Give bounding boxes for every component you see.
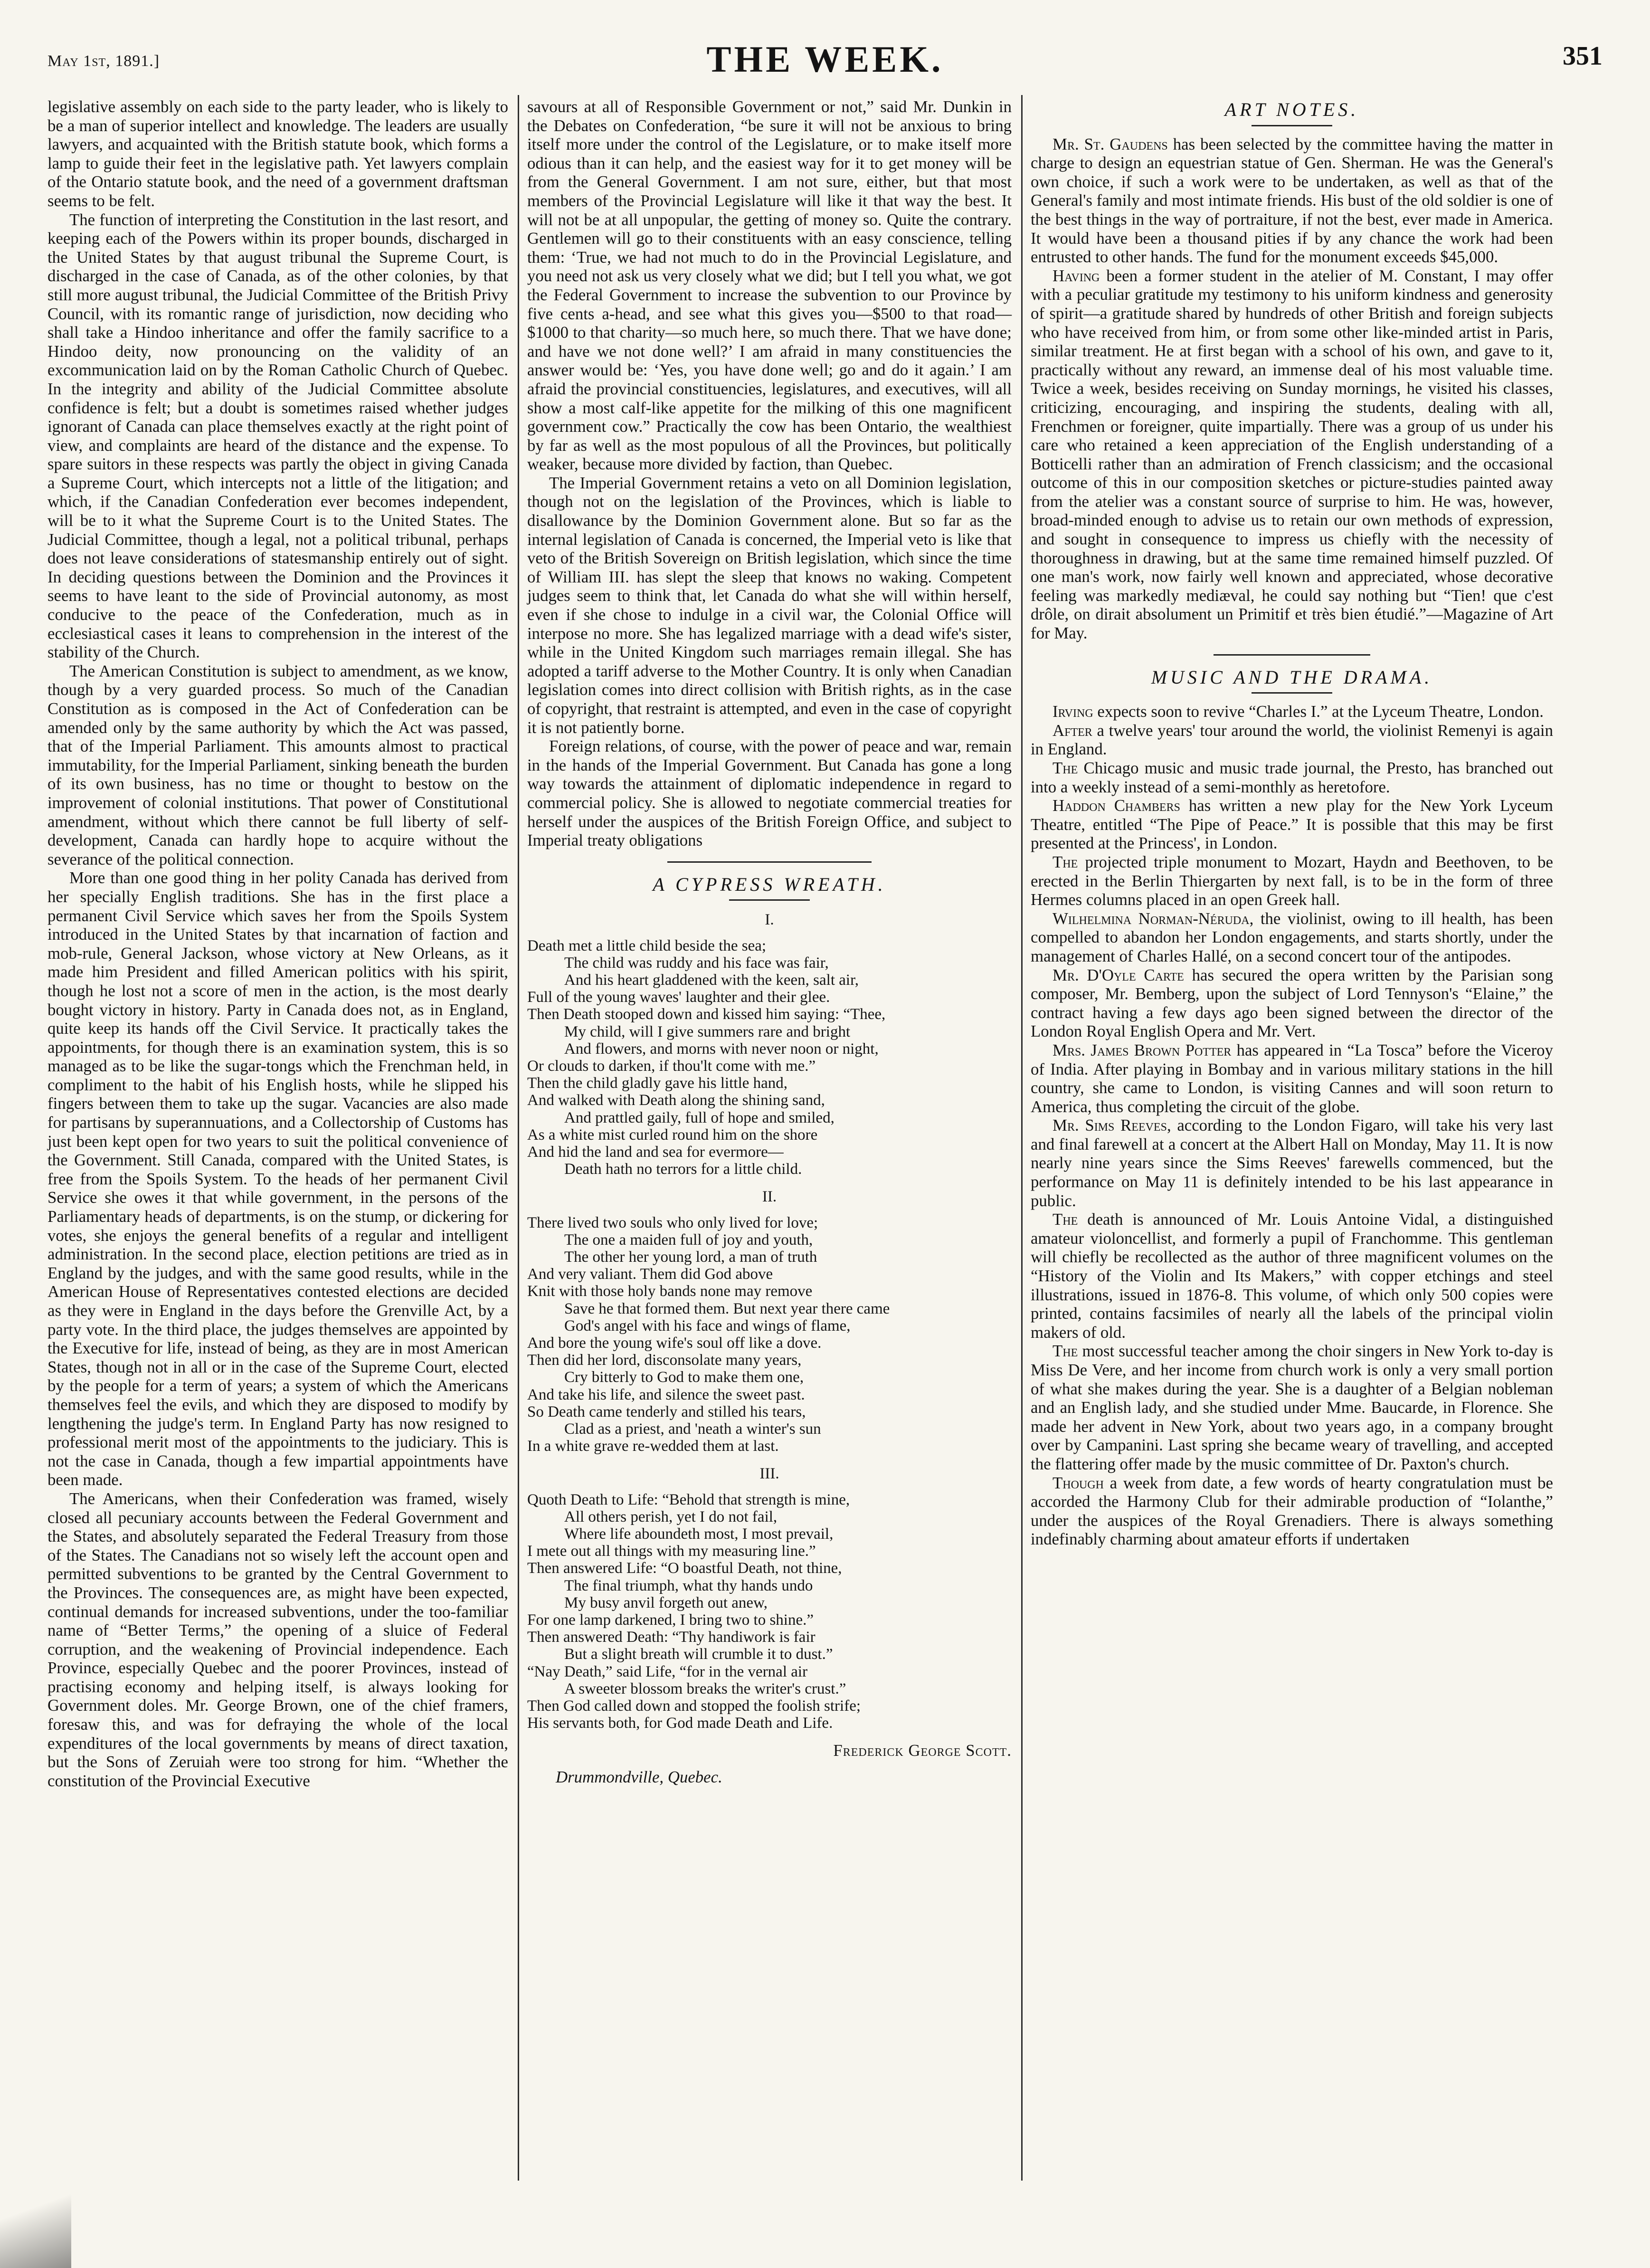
section-heading-art-notes: ART NOTES.	[1224, 99, 1359, 120]
stanza	[527, 1214, 1012, 1455]
stanza-number: I.	[765, 911, 774, 929]
section-heading-music-drama: MUSIC AND THE DRAMA.	[1151, 666, 1433, 688]
poem-line: Save he that formed them. But next year there came	[564, 1300, 890, 1317]
note-lead: Mr. Sims Reeves	[1053, 1116, 1167, 1135]
note-text: , the violinist, owing to ill health, has been compelled to abandon her London engagements, and starts shortly, under the management of Charles Hallé, on a second concert tour of the antipodes.	[1031, 909, 1553, 965]
note-lead: After	[1053, 721, 1092, 740]
section-rule	[667, 861, 872, 863]
poem-line: My busy anvil forgeth out anew,	[564, 1594, 768, 1611]
poem-line: The child was ruddy and his face was fair,	[564, 954, 829, 972]
masthead	[47, 33, 1603, 90]
poem-line: The other her young lord, a man of truth	[564, 1248, 817, 1266]
stanza	[527, 1491, 1012, 1732]
poem-line: Then Death stooped down and kissed him saying: “Thee,	[527, 1006, 886, 1023]
poem-line: And walked with Death along the shining sand,	[527, 1092, 825, 1109]
page-shadow	[0, 2159, 71, 2268]
note-paragraph	[1031, 135, 1553, 267]
poem-line: And take his life, and silence the sweet past.	[527, 1386, 805, 1403]
poem-line: I mete out all things with my measuring line.”	[527, 1543, 816, 1560]
note-paragraph	[1031, 853, 1553, 909]
poem-line: God's angel with his face and wings of flame,	[564, 1317, 851, 1334]
paragraph: The Imperial Government retains a veto on all Dominion legislation, though not on the legislation of the Provinces, which is liable to disallowance by the Dominion Government alone. But so far as the internal legislation of Canada is concerned, the Imperial veto is like that veto of the British Sovereign on British legislation, which since the time of William III. has slept the sleep that knows no waking. Competent judges seem to think that, let Canada do what she will within herself, even if she chose to indulge in a civil war, the Colonial Office will interpose no more. She has legalized marriage with a dead wife's sister, while in the United Kingdom such marriages remain illegal. She has adopted a tariff adverse to the Mother Country. It is only when Canadian legislation comes into direct collision with British rights, as in the case of copyright, that restraint is attempted, and even in the case of copyright it is not patiently borne.	[527, 473, 1012, 737]
heading-rule	[729, 899, 810, 901]
note-lead: The	[1053, 759, 1078, 777]
heading-rule	[1252, 692, 1332, 694]
poem-line: Then the child gladly gave his little hand,	[527, 1075, 788, 1092]
author-signature: Frederick George Scott.	[833, 1741, 1012, 1760]
note-lead: Mr. St. Gaudens	[1053, 134, 1168, 153]
poem-line: His servants both, for God made Death and Life.	[527, 1715, 833, 1732]
stanza-number: II.	[762, 1188, 777, 1206]
poem-title: A CYPRESS WREATH.	[653, 873, 886, 895]
poem-line: And hid the land and sea for evermore—	[527, 1143, 784, 1161]
poem-line: So Death came tenderly and stilled his tears,	[527, 1403, 806, 1420]
poem-line: Then did her lord, disconsolate many years,	[527, 1352, 802, 1369]
note-lead: Mrs. James Brown Potter	[1053, 1040, 1232, 1059]
art-notes	[1031, 135, 1553, 643]
poem-line: For one lamp darkened, I bring two to shine.”	[527, 1611, 814, 1629]
note-paragraph	[1031, 267, 1553, 643]
author-location: Drummondville, Quebec.	[556, 1768, 722, 1787]
note-text: a twelve years' tour around the world, the violinist Remenyi is again in England.	[1031, 721, 1553, 759]
poem-line: Quoth Death to Life: “Behold that strength is mine,	[527, 1491, 850, 1508]
paragraph: savours at all of Responsible Government or not,” said Mr. Dunkin in the Debates on Confederation, “be sure it will not be anxious to bring itself more under the control of the Legislature, or to make itself more odious than it can help, and the easiest way for it to get money will be from the General Government. I am not sure, either, but that most members of the Provincial Legislature will like it that way the best. It will not be at all unpopular, the getting of money so. Quite the contrary. Gentlemen will go to their constituents with an easy conscience, telling them: ‘True, we had not much to do in the Provincial Legislature, and you need not ask us very closely what we did; but I tell you what, we got the Federal Government to increase the subvention to our Province by five cents a-head, and see what this gives you—$500 to that road—$1000 to that charity—so much here, so much there. That we have done; and have we not done well?’ I am afraid in many constituencies the answer would be: ‘Yes, you have done well; go and do it again.’ I am afraid the provincial constituencies, legislatures, and executives, will all show a most calf-like appetite for the milking of this one magnificent government cow.” Practically the cow has been Ontario, the wealthiest by far as well as the most populous of all the Provinces, but politically weaker, because more divided by faction, than Quebec.	[527, 97, 1012, 474]
note-lead: Haddon Chambers	[1053, 796, 1180, 815]
note-text: has secured the opera written by the Parisian song composer, Mr. Bemberg, upon the subject of Lord Tennyson's “Elaine,” the contract having a few days ago been signed between the director of the London Royal English Opera and Mr. Vert.	[1031, 965, 1554, 1041]
note-lead: Mr. D'Oyle Carte	[1053, 965, 1184, 984]
paragraph: More than one good thing in her polity Canada has derived from her specially English traditions. She has in the first place a permanent Civil Service which saves her from the Spoils System introduced in the United States by that incarnation of faction and mob-rule, General Jackson, whose victory at New Orleans, as it made him President and filled American politics with his spirit, though he lost not a score of men in the action, is the most dearly bought victory in history. Party in Canada does not, as in England, quite keep its hands off the Civil Service. It practically takes the appointments, for though there is an examination system, this is so managed as to be like the sugar-tongs which the Frenchman held, in compliment to the habit of his English hosts, while he slipped his fingers between them to take up the sugar. Vacancies are also made for partisans by superannuations, and a Collectorship of Customs has just been kept open for two years to suit the political convenience of the Government. Still Canada, compared with the United States, is free from the Spoils System. To the heads of her permanent Civil Service she owes it that while government, in the persons of the Parliamentary heads of departments, is on the stump, or dickering for votes, she enjoys the general benefits of a regular and intelligent administration. In the second place, election petitions are tried as in England by the judges, and with the same good results, while in the American House of Representatives contested elections are decided as they were in England in the days before the Grenville Act, by a party vote. In the third place, the judges themselves are appointed by the Executive for life, instead of being, as they are in most American States, though not in all or in the case of the Supreme Court, elected by the people for a term of years; a system of which the Americans themselves feel the evils, and which they are disposed to modify by lengthening the judge's term. In England Party has now resigned to professional merit most of the appointments to the judiciary. This is not the case in Canada, though a few impartial appointments have been made.	[47, 868, 508, 1489]
poem-line: And very valiant. Them did God above	[527, 1266, 773, 1283]
poem-line: But a slight breath will crumble it to dust.”	[564, 1646, 833, 1663]
note-paragraph	[1031, 966, 1553, 1041]
poem-line: Death hath no terrors for a little child.	[564, 1161, 802, 1178]
note-paragraph	[1031, 796, 1553, 853]
stanza-number: III.	[759, 1465, 779, 1483]
note-text: been a former student in the atelier of M. Constant, I may offer with a peculiar gratitude my testimony to his uniform kindness and generosity of spirit—a gratitude shared by hundreds of other British and foreign subjects who have received from him, or from some other like-minded artist in Paris, similar treatment. He at first began with a school of his own, and gave to it, practically without any reward, an immense deal of his most valuable time. Twice a week, besides receiving on Sunday mornings, he visited his classes, criticizing, encouraging, and inspiring the students, dealing with all, Frenchmen or foreigner, quite impartially. There was a group of us under his care who retained a keen appreciation of the English understanding of a Botticelli rather than an admiration of French classicism; and the occasional outcome of this in our composition sketches or picture-studies painted away from the atelier was a constant source of surprise to him. He was, however, broad-minded enough to advise us to retain our own methods of expression, and sought in consequence to impress us chiefly with the necessity of thoroughness in drawing, but at the same time remained himself puzzled. Of one man's work, now fairly well known and appreciated, whose decorative feeling was markedly mediæval, he could say nothing but “Tien! que c'est drôle, on dirait absolument un Primitif et très bien étudié.”—Magazine of Art for May.	[1031, 266, 1553, 643]
poem-line: Knit with those holy bands none may remove	[527, 1283, 813, 1300]
note-paragraph	[1031, 1116, 1553, 1210]
issue-date: May 1st, 1891.]	[47, 52, 160, 70]
paragraph: The American Constitution is subject to amendment, as we know, though by a very guarded process. So much of the Canadian Constitution as is composed in the Act of Confederation can be amended only by the same authority by which the Act was passed, that of the Imperial Parliament. This amounts almost to practical immutability, for the Imperial Parliament, sinking beneath the burden of its own business, has no time or thought to bestow on the improvement of colonial institutions. That power of Constitutional amendment, without which there cannot be full liberty of self-development, Canada can hardly hope to acquire without the severance of the political connection.	[47, 661, 508, 868]
section-rule	[1214, 654, 1370, 656]
poem-line: “Nay Death,” said Life, “for in the vernal air	[527, 1663, 808, 1680]
column-2	[527, 97, 1012, 1787]
stanza	[527, 937, 1012, 1178]
note-text: has been selected by the committee having the matter in charge to design an equestrian statue of Gen. Sherman. He was the General's own choice, if such a work were to be undertaken, as well as that of the General's family and most intimate friends. His bust of the old soldier is one of the best things in the way of portraiture, if not the best, ever made in America. It would have been a thousand pities if by any chance the work had been entrusted to other hands. The fund for the monument exceeds $45,000.	[1031, 134, 1553, 267]
note-lead: Wilhelmina Norman-Néruda	[1053, 909, 1250, 928]
note-lead: Irving	[1053, 702, 1093, 721]
note-paragraph	[1031, 759, 1553, 796]
note-lead: Having	[1053, 266, 1100, 285]
note-lead: The	[1053, 1210, 1078, 1229]
note-paragraph	[1031, 702, 1553, 721]
paragraph: legislative assembly on each side to the party leader, who is likely to be a man of superior intellect and knowledge. The leaders are usually lawyers, and acquainted with the British statute book, which forms a lamp to guide their feet in the legislative path. Yet lawyers complain of the Ontario statute book, and the need of a government draftsman seems to be felt.	[47, 97, 508, 210]
poem-line: My child, will I give summers rare and bright	[564, 1023, 851, 1040]
poem-line: Clad as a priest, and 'neath a winter's sun	[564, 1420, 821, 1438]
note-lead: The	[1053, 852, 1078, 871]
paragraph: The Americans, when their Confederation was framed, wisely closed all pecuniary accounts between the Federal Government and the States, and absolutely separated the Federal Treasury from those of the States. The Canadians not so wisely left the account open and permitted subventions to be granted by the Central Government to the Provinces. The consequences are, as might have been expected, continual demands for increased subventions, under the too-familiar name of “Better Terms,” the opening of a sluice of Federal corruption, and the weakening of Provincial independence. Each Province, especially Quebec and the poorer Provinces, instead of practising economy and helping itself, is always looking for Government doles. Mr. George Brown, one of the chief framers, foresaw this, and was for defraying the whole of the local expenditures of the local governments by means of direct taxation, but the Sons of Zeruiah were too strong for him. “Whether the constitution of the Provincial Executive	[47, 1489, 508, 1790]
poem-line: As a white mist curled round him on the shore	[527, 1126, 818, 1144]
note-lead: The	[1053, 1342, 1078, 1361]
note-lead: Though	[1053, 1473, 1104, 1492]
poem-line: And bore the young wife's soul off like a dove.	[527, 1334, 822, 1352]
poem-line: Full of the young waves' laughter and their glee.	[527, 989, 830, 1006]
note-text: most successful teacher among the choir singers in New York to-day is Miss De Vere, and her income from church work is only a very small portion of what she makes during the year. She is a daughter of a Belgian nobleman and an English lady, and she studied under Mme. Baucarde, in Florence. She made her advent in New York, about two years ago, in a company brought over by Campanini. Last spring she became weary of travelling, and accepted the flattering offer made by the music committee of Dr. Paxton's church.	[1031, 1342, 1553, 1473]
note-text: a week from date, a few words of hearty congratulation must be accorded the Harmony Club for their admirable production of “Iolanthe,” under the auspices of the Royal Grenadiers. There is always something indefinably charming about amateur efforts if undertaken	[1031, 1473, 1553, 1549]
paragraph: The function of interpreting the Constitution in the last resort, and keeping each of the Powers within its proper bounds, discharged in the United States by that august tribunal the Supreme Court, is discharged in the case of Canada, as of the other colonies, by that still more august tribunal, the Judicial Committee of the British Privy Council, with its romantic range of jurisdiction, now deciding who shall take a Hindoo inheritance and offer the family sacrifice to a Hindoo deity, now pronouncing on the validity of an excommunication laid on by the Roman Catholic Church of Quebec. In the integrity and ability of the Judicial Committee absolute confidence is felt; but a doubt is sometimes raised whether judges ignorant of Canada can place themselves exactly at the right point of view, and complaints are heard of the distance and the expense. To spare suitors in these respects was partly the object in giving Canada a Supreme Court, which intercepts not a little of the litigation; and which, if the Canadian Confederation ever becomes independent, will be to it what the Supreme Court is to the United States. The Judicial Committee, though a legal, not a political tribunal, perhaps does not leave considerations of statesmanship entirely out of sight. In deciding questions between the Dominion and the Provinces it seems to have leant to the side of Provincial autonomy, as most conducive to the peace of the Confederation, much as in ecclesiastical cases it leans to comprehension in the interest of the stability of the Church.	[47, 210, 508, 662]
note-text: death is announced of Mr. Louis Antoine Vidal, a distinguished amateur violoncellist, and formerly a pupil of Franchomme. This gentleman will chiefly be recollected as the author of three magnificent volumes on the “History of the Violin and Its Makers,” with copper etchings and steel illustrations, issued in 1876-8. This volume, of which only 500 copies were printed, contains facsimiles of nearly all the labels of the principal violin makers of old.	[1031, 1210, 1553, 1342]
note-paragraph	[1031, 1342, 1553, 1473]
poem	[527, 911, 1012, 1732]
poem-line: And his heart gladdened with the keen, salt air,	[564, 971, 859, 989]
music-notes	[1031, 702, 1553, 1549]
poem-line: Then answered Death: “Thy handiwork is fair	[527, 1629, 816, 1646]
poem-line: The one a maiden full of joy and youth,	[564, 1231, 813, 1248]
note-text: Chicago music and music trade journal, the Presto, has branched out into a weekly instead of a semi-monthly as heretofore.	[1031, 759, 1553, 796]
note-paragraph	[1031, 1474, 1553, 1549]
column-3	[1031, 97, 1553, 1549]
poem-line: Death met a little child beside the sea;	[527, 937, 767, 954]
poem-line: In a white grave re-wedded them at last.	[527, 1438, 779, 1455]
poem-line: And flowers, and morns with never noon or night,	[564, 1040, 879, 1058]
poem-line: Or clouds to darken, if thou'lt come with me.”	[527, 1057, 816, 1075]
poem-line: A sweeter blossom breaks the writer's crust.”	[564, 1680, 846, 1697]
poem-line: Cry bitterly to God to make them one,	[564, 1369, 804, 1386]
note-paragraph	[1031, 909, 1553, 966]
poem-line: And prattled gaily, full of hope and smiled,	[564, 1109, 834, 1126]
note-paragraph	[1031, 721, 1553, 759]
note-paragraph	[1031, 1041, 1553, 1116]
column-divider	[1021, 95, 1023, 2181]
paragraph: Foreign relations, of course, with the power of peace and war, remain in the hands of the Imperial Government. But Canada has gone a long way towards the attainment of diplomatic independence in regard to commercial policy. She is allowed to negotiate commercial treaties for herself under the auspices of the British Foreign Office, and subject to Imperial treaty obligations	[527, 737, 1012, 850]
note-text: projected triple monument to Mozart, Haydn and Beethoven, to be erected in the Berlin Thiergarten by next fall, is to be in the form of three Hermes columns placed in an open Greek hall.	[1031, 852, 1553, 909]
heading-rule	[1252, 125, 1332, 126]
poem-line: Where life aboundeth most, I most prevail,	[564, 1525, 834, 1543]
column-divider	[518, 95, 519, 2181]
publication-title: THE WEEK.	[706, 38, 944, 80]
note-text: has appeared in “La Tosca” before the Viceroy of India. After playing in Bombay and in various military stations in the hill country, she came to London, is visiting Cannes and will soon return to America, thus completing the circuit of the globe.	[1031, 1040, 1553, 1116]
note-text: , according to the London Figaro, will take his very last and final farewell at a concert at the Albert Hall on Monday, May 11. It is now nearly nine years since the Sims Reeves' farewells commenced, but the performance on May 11 is definitely intended to be his last appearance in public.	[1031, 1116, 1554, 1210]
note-paragraph	[1031, 1210, 1553, 1342]
poem-line: All others perish, yet I do not fail,	[564, 1508, 778, 1525]
poem-line: Then God called down and stopped the foolish strife;	[527, 1697, 861, 1715]
note-text: expects soon to revive “Charles I.” at the Lyceum Theatre, London.	[1093, 702, 1544, 721]
poem-line: There lived two souls who only lived for love;	[527, 1214, 818, 1231]
note-text: has written a new play for the New York Lyceum Theatre, entitled “The Pipe of Peace.” It is possible that this may be first presented at the Princess', in London.	[1031, 796, 1553, 853]
page-number: 351	[1563, 41, 1603, 71]
poem-line: The final triumph, what thy hands undo	[564, 1577, 813, 1594]
column-1	[47, 97, 508, 1790]
poem-line: Then answered Life: “O boastful Death, not thine,	[527, 1560, 842, 1577]
